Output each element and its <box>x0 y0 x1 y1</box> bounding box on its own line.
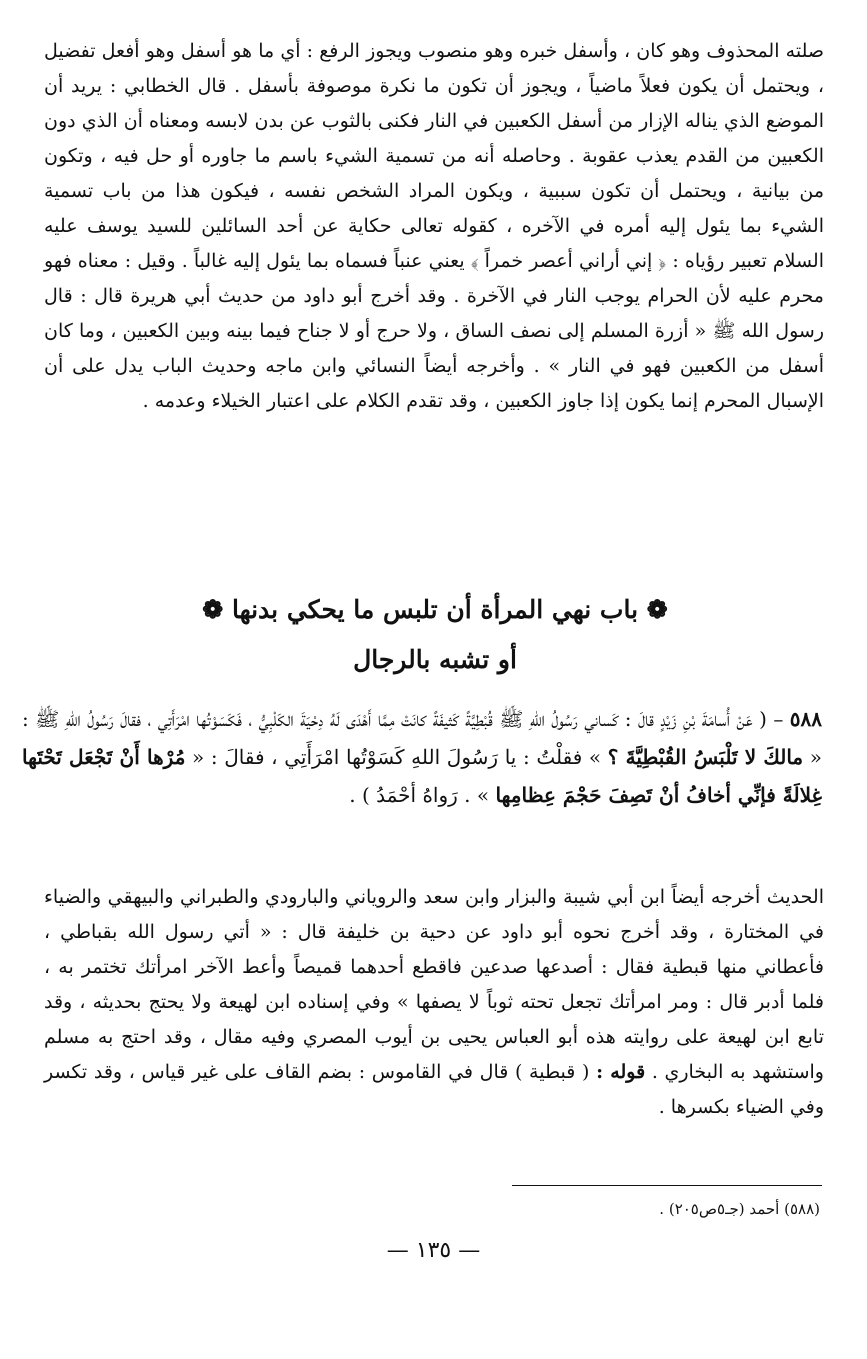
hadith-text: – ( عَنْ أُسامَةَ بْنِ زَيْدٍ قالَ : كَساني رَسُولُ اللهِ ﷺ قُبْطِيَّةً كَثيفَةً كانَتْ مِمَّا أَهْدَى لَهُ دِحْيَةَ الكَلْبِيُّ ، فَكَسَوْتُها امْرَأَتِي ، فقالَ رَسُولُ اللهِ ﷺ : « <box>22 707 822 769</box>
commentary-paragraph: صلته المحذوف وهو كان ، وأسفل خبره وهو منصوب ويجوز الرفع : أي ما هو أسفل وهو أفعل تفضيل ، ويحتمل أن يكون فعلاً ماضياً ، ويجوز أن تكون ما نكرة موصوفة بأسفل . قال الخطابي : يريد أن الموضع الذي يناله الإزار من أسفل الكعبين في النار فكنى بالثوب عن بدن لابسه ومعناه أن الذي دون الكعبين من القدم يعذب عقوبة . وحاصله أنه من تسمية الشيء باسم ما جاوره أو حل فيه ، وتكون من بيانية ، ويحتمل أن تكون سببية ، ويكون المراد الشخص نفسه ، فيكون هذا من باب تسمية الشيء بما يئول إليه أمره في الآخره ، كقوله تعالى حكاية عن أحد السائلين للسيد يوسف عليه السلام تعبير رؤياه : ﴿ إني أراني أعصر خمراً ﴾ يعني عنباً فسماه بما يئول إليه غالباً . وقيل : معناه فهو محرم عليه لأن الحرام يوجب النار في الآخرة . وقد أخرج أبو داود من حديث أبي هريرة قال : قال رسول الله ﷺ « أزرة المسلم إلى نصف الساق ، ولا حرج أو لا جناح فيما بينه وبين الكعبين ، وما كان أسفل من الكعبين فهو في النار » . وأخرجه أيضاً النسائي وابن ماجه وحديث الباب يدل على أن الإسبال المحرم إنما يكون إذا جاوز الكعبين ، وقد تقدم الكلام على اعتبار الخيلاء وعدمه . <box>44 40 824 412</box>
chapter-title-line-1: ❁ باب نهي المرأة أن تلبس ما يحكي بدنها ❁ <box>202 595 668 624</box>
footnote: (٥٨٨) أحمد (جـ٥ص٢٠٥) . <box>659 1200 820 1218</box>
footnote-divider <box>512 1185 822 1186</box>
commentary-text: الحديث أخرجه أيضاً ابن أبي شيبة والبزار وابن سعد والروياني والبارودي والطبراني والبيهقي والضياء في المختارة ، وقد أخرج نحوه أبو داود عن دحية بن خليفة قال : « أتي رسول الله بقباطي ، فأعطاني منها قبطية فقال : أصدعها صدعين فاقطع أحدهما قميصاً وأعط الآخر امرأتك تختمر به ، فلما أدبر قال : ومر امرأتك تجعل تحته ثوباً لا يصفها » وفي إسناده ابن لهيعة ولا يحتج بحديثه ، وقد تابع ابن لهيعة على روايته هذه أبو العباس يحيى بن أيوب المصري وفيه مقال ، وقد احتج به مسلم واستشهد به البخاري . <box>44 886 824 1083</box>
hadith-bold-quote: مُرْها أَنْ تَجْعَل تَحْتَها غِلالَةً فإنِّي أخافُ أنْ تَصِفَ حَجْمَ عِظامِها <box>22 745 822 807</box>
commentary-bold-label: قوله : <box>596 1061 646 1083</box>
hadith-text: » فقلْتُ : يا رَسُولَ اللهِ كَسَوْتُها امْرَأَتِي ، فقالَ : « <box>185 745 608 769</box>
hadith-number: ٥٨٨ <box>789 707 822 731</box>
commentary-text: ( قبطية ) قال في القاموس : بضم القاف على غير قياس ، وقد تكسر وفي الضياء بكسرها . <box>44 1061 824 1118</box>
hadith-588 <box>22 700 822 814</box>
hadith-bold-quote: مالكَ لا تَلْبَسُ القُبْطِيَّةَ ؟ <box>607 745 804 769</box>
hadith-text: » . رَواهُ أحْمَدُ ) . <box>349 783 496 807</box>
page-number: — ١٣٥ — <box>386 1238 481 1263</box>
commentary-paragraph <box>44 880 824 1125</box>
chapter-title-line-2: أو تشبه بالرجال <box>353 645 517 674</box>
